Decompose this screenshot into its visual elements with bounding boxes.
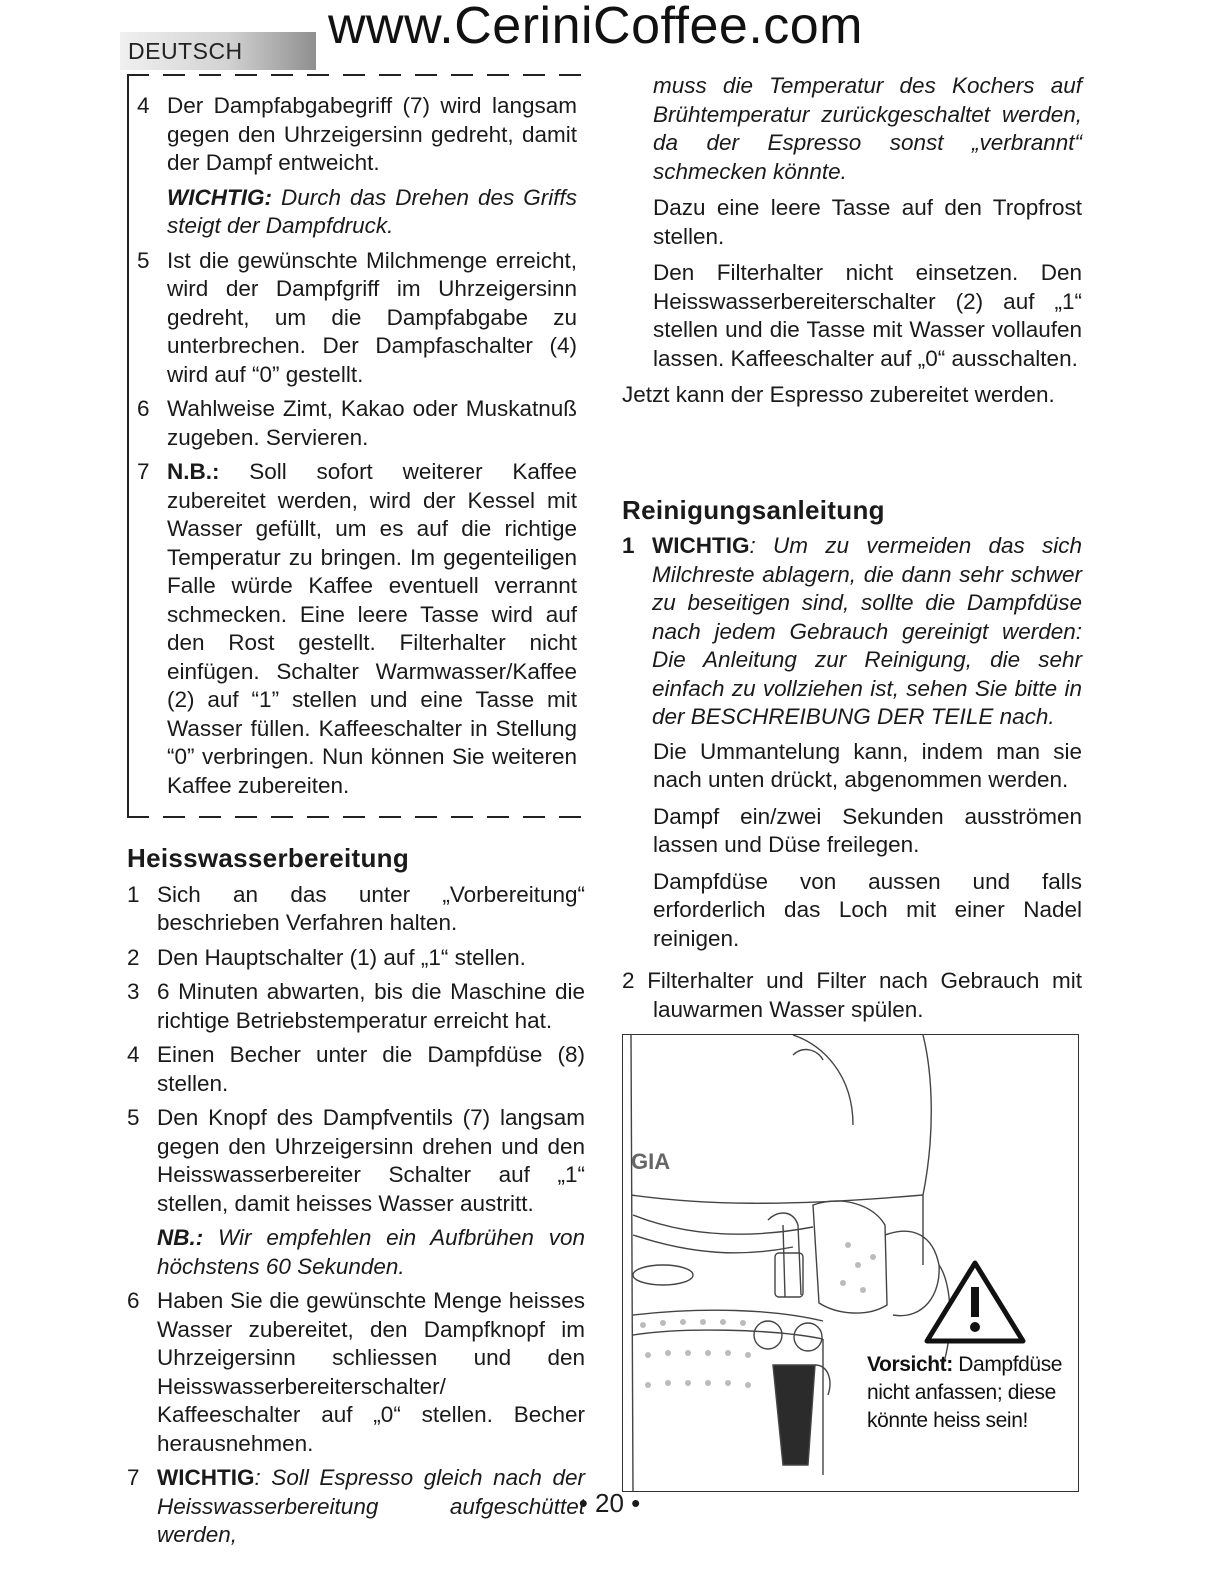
important-note: WICHTIG: Durch das Drehen des Griffs steigt der Dampfdruck. — [167, 184, 577, 238]
list-item: 1 Sich an das unter „Vorbereitung“ beschrieben Verfahren halten. — [127, 881, 585, 935]
paragraph: Den Filterhalter nicht einsetzen. Den Heisswasserbereiterschalter (2) auf „1“ stellen und die Tasse mit Wasser vollaufen lassen. Kaffeeschalter auf „0“ ausschalten. — [653, 260, 1082, 371]
warning-icon — [927, 1263, 1023, 1341]
paragraph: Dampf ein/zwei Sekunden ausströmen lassen und Düse freilegen. — [653, 803, 1082, 857]
cleaning-heading: Reinigungsanleitung — [622, 494, 885, 525]
list-item: 1 WICHTIG: Um zu vermeiden das sich Milchreste ablagern, die dann sehr schwer zu beseitigen sind, sollte die Dampfdüse nach jedem Gebrauch gereinigt werden: Die Anleitung zur Reinigung, die sehr einfach zu vollziehen ist, sehen Sie bitte in der BESCHREIBUNG DER TEILE nach. — [622, 533, 1082, 729]
list-item: 7 N.B.: Soll sofort weiterer Kaffee zubereitet werden, wird der Kessel mit Wasser gefüllt, um es auf die richtige Temperatur zu bringen. Im gegenteiligen Falle würde Kaffee eventuell verrannt schmecken. Eine leere Tasse wird auf den Rost gestellt. Filterhalter nicht einfügen. Schalter Warmwasser/Kaffee (2) auf “1” stellen und eine Tasse mit Wasser füllen. Kaffeeschalter in Stellung “0” verbringen. Nun können Sie weiteren Kaffee zubereiten. — [137, 459, 577, 798]
list-item: 4 Der Dampfabgabegriff (7) wird langsam gegen den Uhrzeigersinn gedreht, damit der Dampf entweicht. — [137, 93, 577, 175]
continued-steps-box — [127, 74, 585, 818]
steam-nozzle-illustration — [622, 1034, 1079, 1492]
site-url: www.CeriniCoffee.com — [328, 0, 864, 55]
caution-text: Vorsicht: Dampfdüse nicht anfassen; diese könnte heiss sein! — [867, 1353, 1063, 1432]
nb-note: NB.: Wir empfehlen ein Aufbrühen von höchstens 60 Sekunden. — [157, 1225, 585, 1279]
list-item: 5 Ist die gewünschte Milchmenge erreicht, wird der Dampfgriff im Uhrzeigersinn gedreht, um die Dampfabgabe zu unterbrechen. Der Dampfaschalter (4) wird auf “0” gestellt. — [137, 247, 577, 387]
list-item: 3 6 Minuten abwarten, bis die Maschine die richtige Betriebstemperatur erreicht hat. — [127, 979, 585, 1033]
list-item: 7 WICHTIG: Soll Espresso gleich nach der Heisswasserbereitung aufgeschüttet werden, — [127, 1465, 585, 1547]
paragraph: Dampfdüse von aussen und falls erforderlich das Loch mit einer Nadel reinigen. — [653, 868, 1082, 951]
ready-text: Jetzt kann der Espresso zubereitet werden. — [622, 382, 1055, 407]
list-item: 2 Den Hauptschalter (1) auf „1“ stellen. — [127, 944, 526, 970]
list-item: 6 Haben Sie die gewünschte Menge heisses Wasser zubereitet, den Dampfknopf im Uhrzeigersinn schliessen und den Heisswasserbereiterschalter/ Kaffeeschalter auf „0“ stellen. Becher herausnehmen. — [127, 1288, 585, 1456]
left-column — [127, 74, 585, 1556]
paragraph: Die Ummantelung kann, indem man sie nach unten drückt, abgenommen werden. — [653, 738, 1082, 792]
list-item: 4 Einen Becher unter die Dampfdüse (8) stellen. — [127, 1042, 585, 1096]
cleaning-step-2: 2 Filterhalter und Filter nach Gebrauch mit lauwarmen Wasser spülen. — [622, 968, 1082, 1022]
list-item: 6 Wahlweise Zimt, Kakao oder Muskatnuß zugeben. Servieren. — [137, 396, 577, 450]
page-number: • 20 • — [578, 1488, 641, 1518]
right-column — [622, 72, 1082, 1032]
language-tab: DEUTSCH — [120, 32, 316, 70]
brand-fragment: GIA — [631, 1149, 671, 1174]
continuation-text: muss die Temperatur des Kochers auf Brühtemperatur zurückgeschaltet werden, da der Espresso sonst „verbrannt“ schmecken könnte. — [653, 73, 1082, 184]
hot-water-heading: Heisswasserbereitung — [127, 843, 410, 873]
list-item: 5 Den Knopf des Dampfventils (7) langsam gegen den Uhrzeigersinn drehen und den Heisswasserbereiter Schalter auf „1“ stellen, damit heisses Wasser austritt. — [127, 1105, 585, 1216]
paragraph: Dazu eine leere Tasse auf den Tropfrost stellen. — [653, 195, 1082, 249]
